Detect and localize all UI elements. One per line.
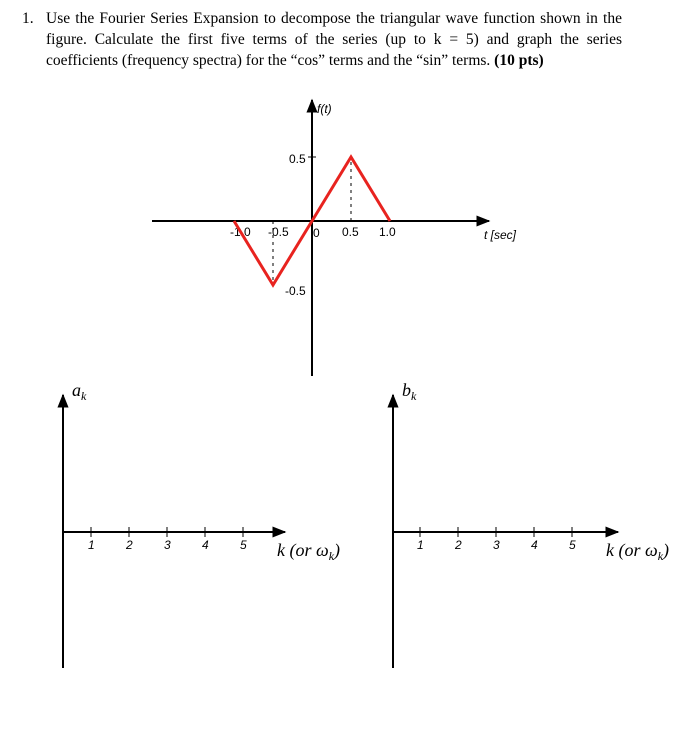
k-tick-label: 5 [240, 538, 247, 552]
k-tick-label: 4 [531, 538, 538, 552]
bk-x-label: k (or $\omega_k$) [606, 540, 670, 563]
t-axis-label: t [sec] [484, 228, 517, 242]
y-tick-label: 0.5 [289, 152, 306, 166]
k-tick-label: 1 [88, 538, 95, 552]
waveform-chart [152, 100, 517, 376]
ak-x-label: k (or $\omega_k$) [277, 540, 341, 563]
k-tick-label: 3 [164, 538, 171, 552]
x-tick-label: 0 [313, 226, 320, 240]
ak-y-label: $a_k$ [72, 380, 87, 403]
question-number: 1. [22, 10, 34, 27]
k-tick-label: 5 [569, 538, 576, 552]
bk-y-label: $b_k$ [402, 380, 417, 403]
question-body: Use the Fourier Series Expansion to decompose the triangular wave function shown in the figure. Calculate the first five terms of the series (up to k = 5) and graph the series coefficients (frequency spectra) for the “cos” terms and the “sin” terms. [46, 10, 622, 69]
k-tick-label: 3 [493, 538, 500, 552]
y-tick-label: -0.5 [285, 284, 306, 298]
bk-chart [393, 380, 669, 668]
k-tick-label: 4 [202, 538, 209, 552]
x-tick-label: -1.0 [230, 225, 251, 239]
k-tick-label: 2 [126, 538, 133, 552]
x-tick-label: 1.0 [379, 225, 396, 239]
x-tick-label: 0.5 [342, 225, 359, 239]
x-tick-label: -0.5 [268, 225, 289, 239]
question-points: (10 pts) [494, 52, 544, 69]
k-tick-label: 2 [455, 538, 462, 552]
ak-chart [63, 380, 340, 668]
k-tick-label: 1 [417, 538, 424, 552]
f-axis-label: f(t) [317, 102, 332, 116]
